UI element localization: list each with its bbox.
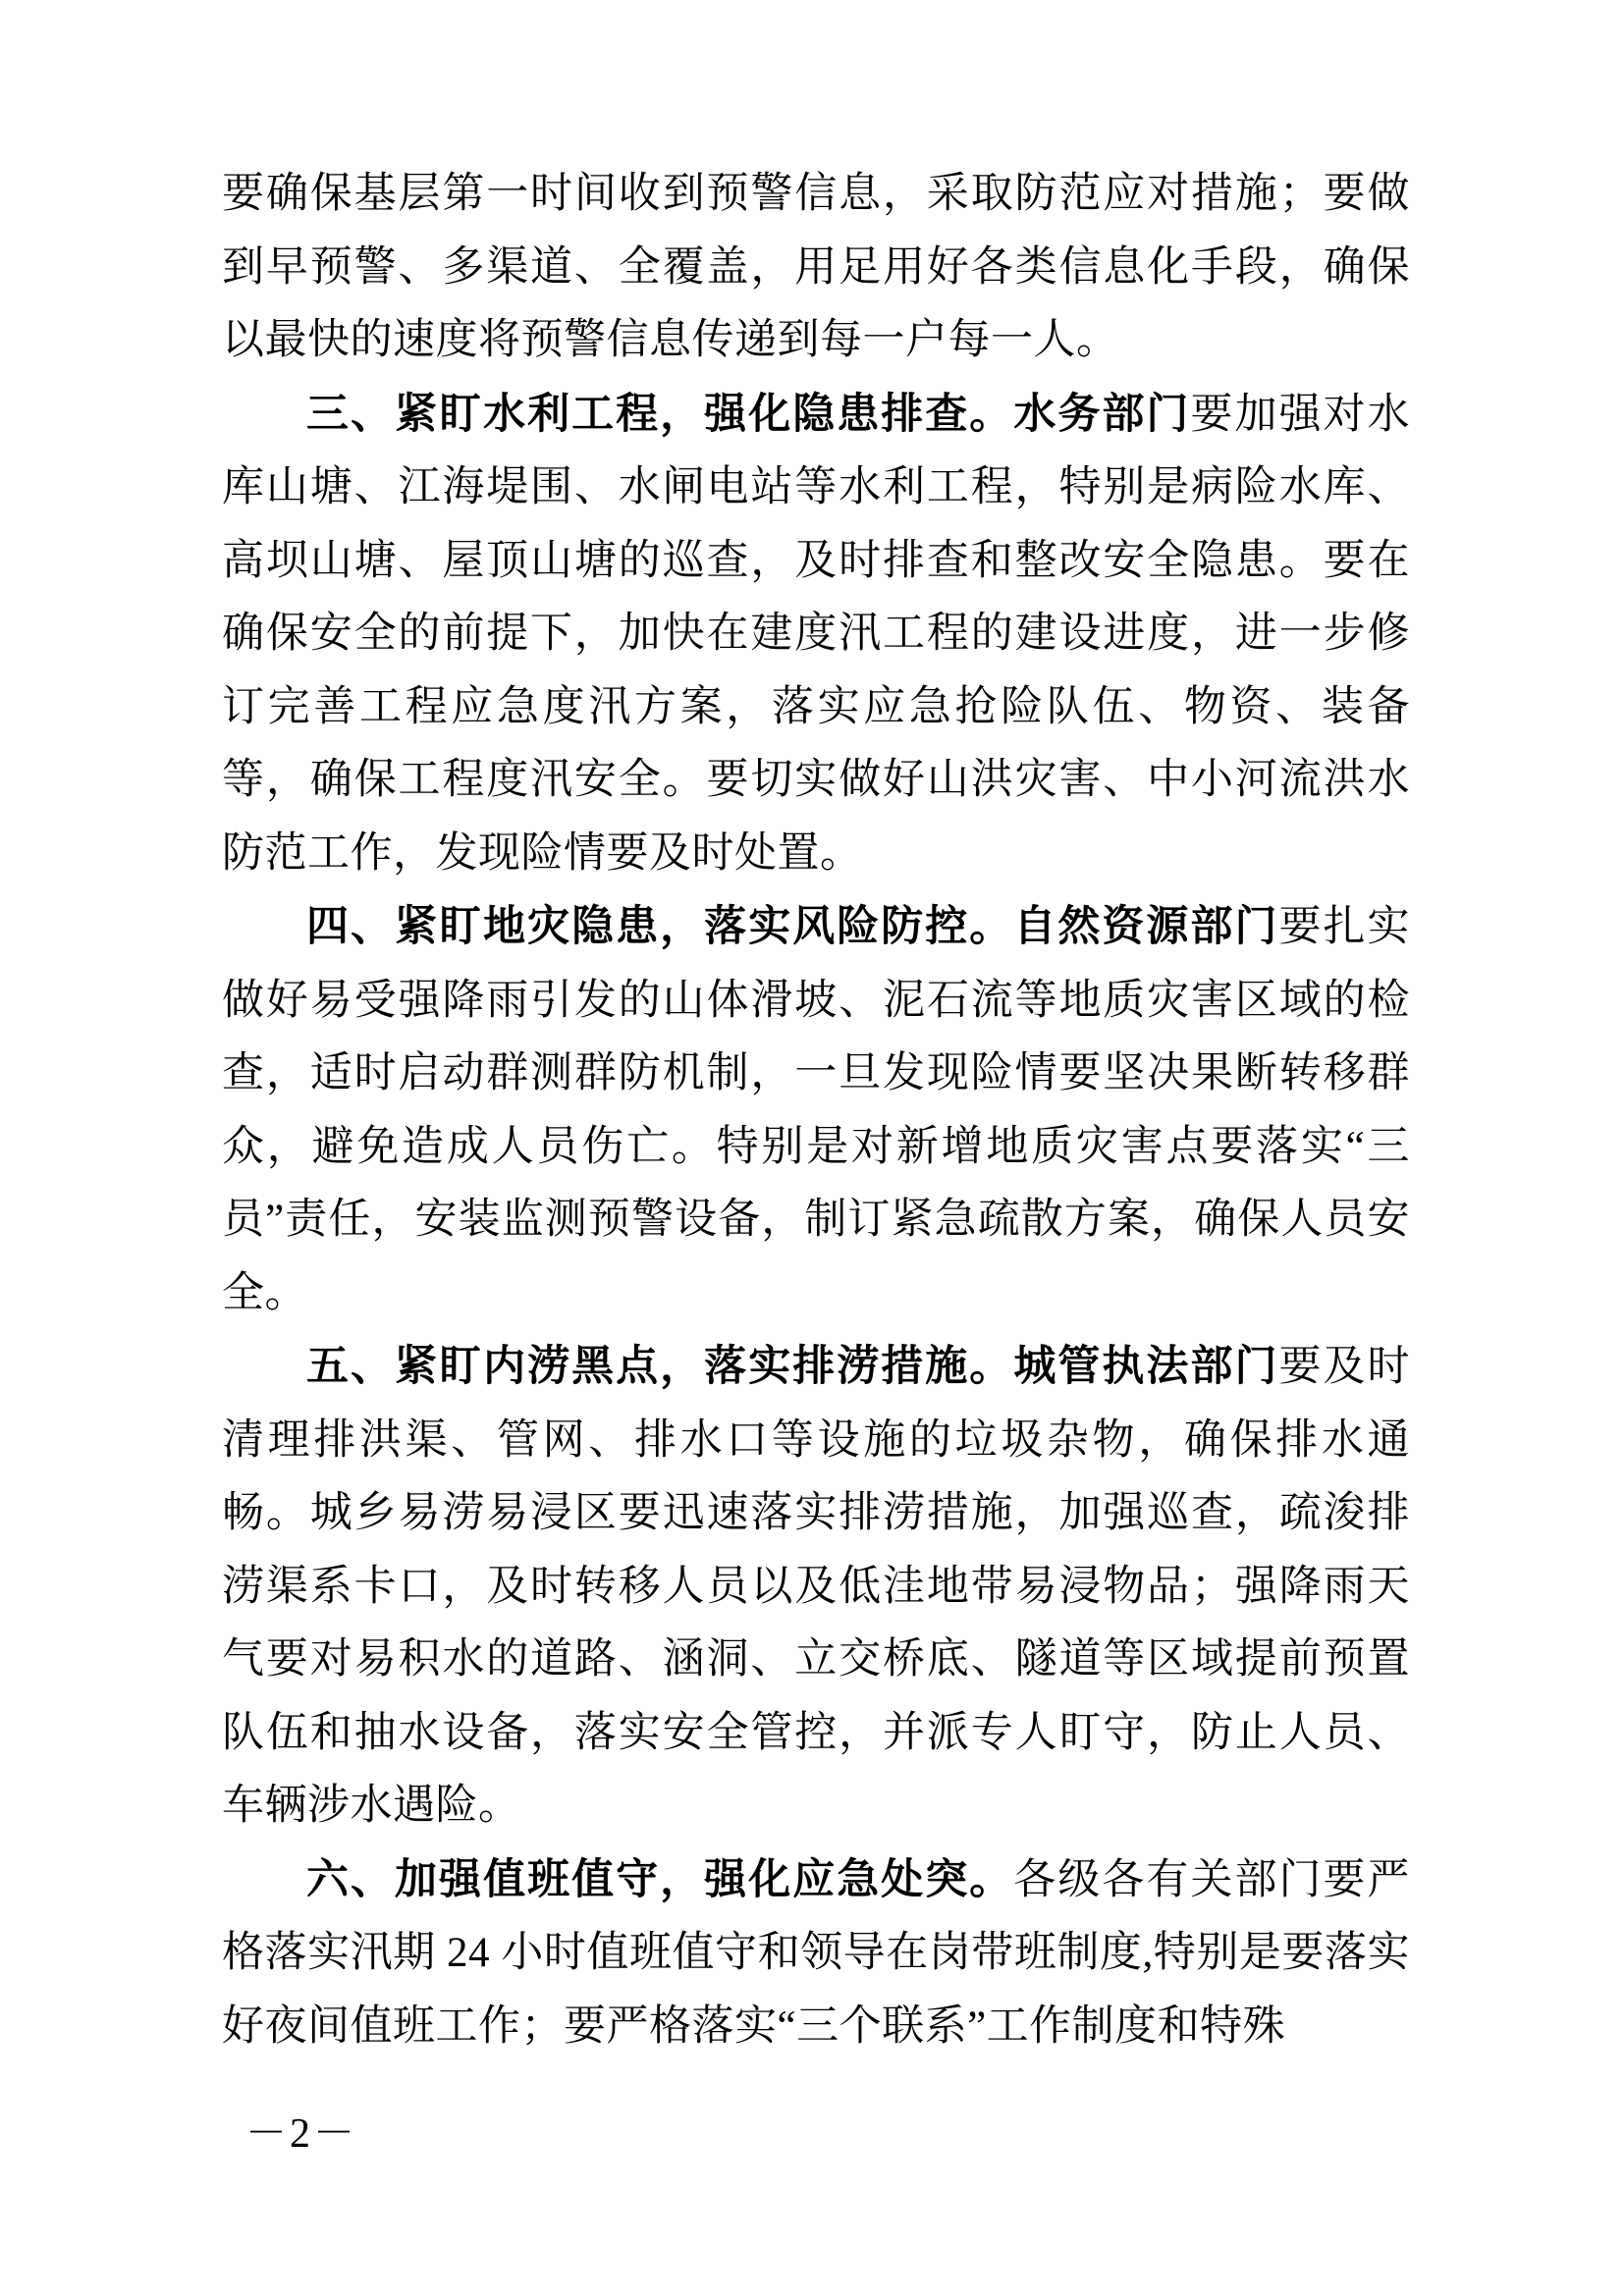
- section-6-heading: 六、加强值班值守，强化应急处突。: [306, 1855, 1014, 1903]
- paragraph-continuation: [222, 158, 1410, 378]
- section-5-department: 城管执法部门: [1013, 1343, 1279, 1390]
- section-3-body: 要加强对水库山塘、江海堤围、水闸电站等水利工程，特别是病险水库、高坝山塘、屋顶山塘的巡查，及时排查和整改安全隐患。要在确保安全的前提下，加快在建度汛工程的建设进度，进一步修订完善工程应急度汛方案，落实应急抢险队伍、物资、装备等，确保工程度汛安全。要切实做好山洪灾害、中小河流洪水防范工作，发现险情要及时处置。: [222, 391, 1411, 877]
- document-body: [222, 158, 1410, 2063]
- page-number: －2－: [245, 2111, 358, 2157]
- section-6-body: 各级各有关部门要严格落实汛期 24 小时值班值守和领导在岗带班制度,特别是要落实好夜间值班工作；要严格落实“三个联系”工作制度和特殊: [222, 1856, 1411, 2050]
- section-4-department: 自然资源部门: [1013, 903, 1279, 950]
- section-3-department: 水务部门: [1013, 390, 1191, 438]
- page-footer: [245, 2109, 357, 2160]
- section-3-heading: 三、紧盯水利工程，强化隐患排查。: [306, 390, 1014, 438]
- paragraph-section-4: [222, 890, 1410, 1330]
- paragraph-section-5: [222, 1330, 1410, 1843]
- section-5-heading: 五、紧盯内涝黑点，落实排涝措施。: [306, 1343, 1014, 1390]
- section-4-heading: 四、紧盯地灾隐患，落实风险防控。: [306, 903, 1014, 950]
- section-4-body: 要扎实做好易受强降雨引发的山体滑坡、泥石流等地质灾害区域的检查，适时启动群测群防机制，一旦发现险情要坚决果断转移群众，避免造成人员伤亡。特别是对新增地质灾害点要落实“三员”责任，安装监测预警设备，制订紧急疏散方案，确保人员安全。: [222, 904, 1411, 1316]
- paragraph-section-3: [222, 378, 1410, 891]
- section-5-body: 要及时清理排洪渠、管网、排水口等设施的垃圾杂物，确保排水通畅。城乡易涝易浸区要迅速落实排涝措施，加强巡查，疏浚排涝渠系卡口，及时转移人员以及低洼地带易浸物品；强降雨天气要对易积水的道路、涵洞、立交桥底、隧道等区域提前预置队伍和抽水设备，落实安全管控，并派专人盯守，防止人员、车辆涉水遇险。: [222, 1344, 1411, 1829]
- paragraph-section-6: [222, 1843, 1410, 2064]
- continuation-text: 要确保基层第一时间收到预警信息，采取防范应对措施；要做到早预警、多渠道、全覆盖，用足用好各类信息化手段，确保以最快的速度将预警信息传递到每一户每一人。: [222, 171, 1410, 363]
